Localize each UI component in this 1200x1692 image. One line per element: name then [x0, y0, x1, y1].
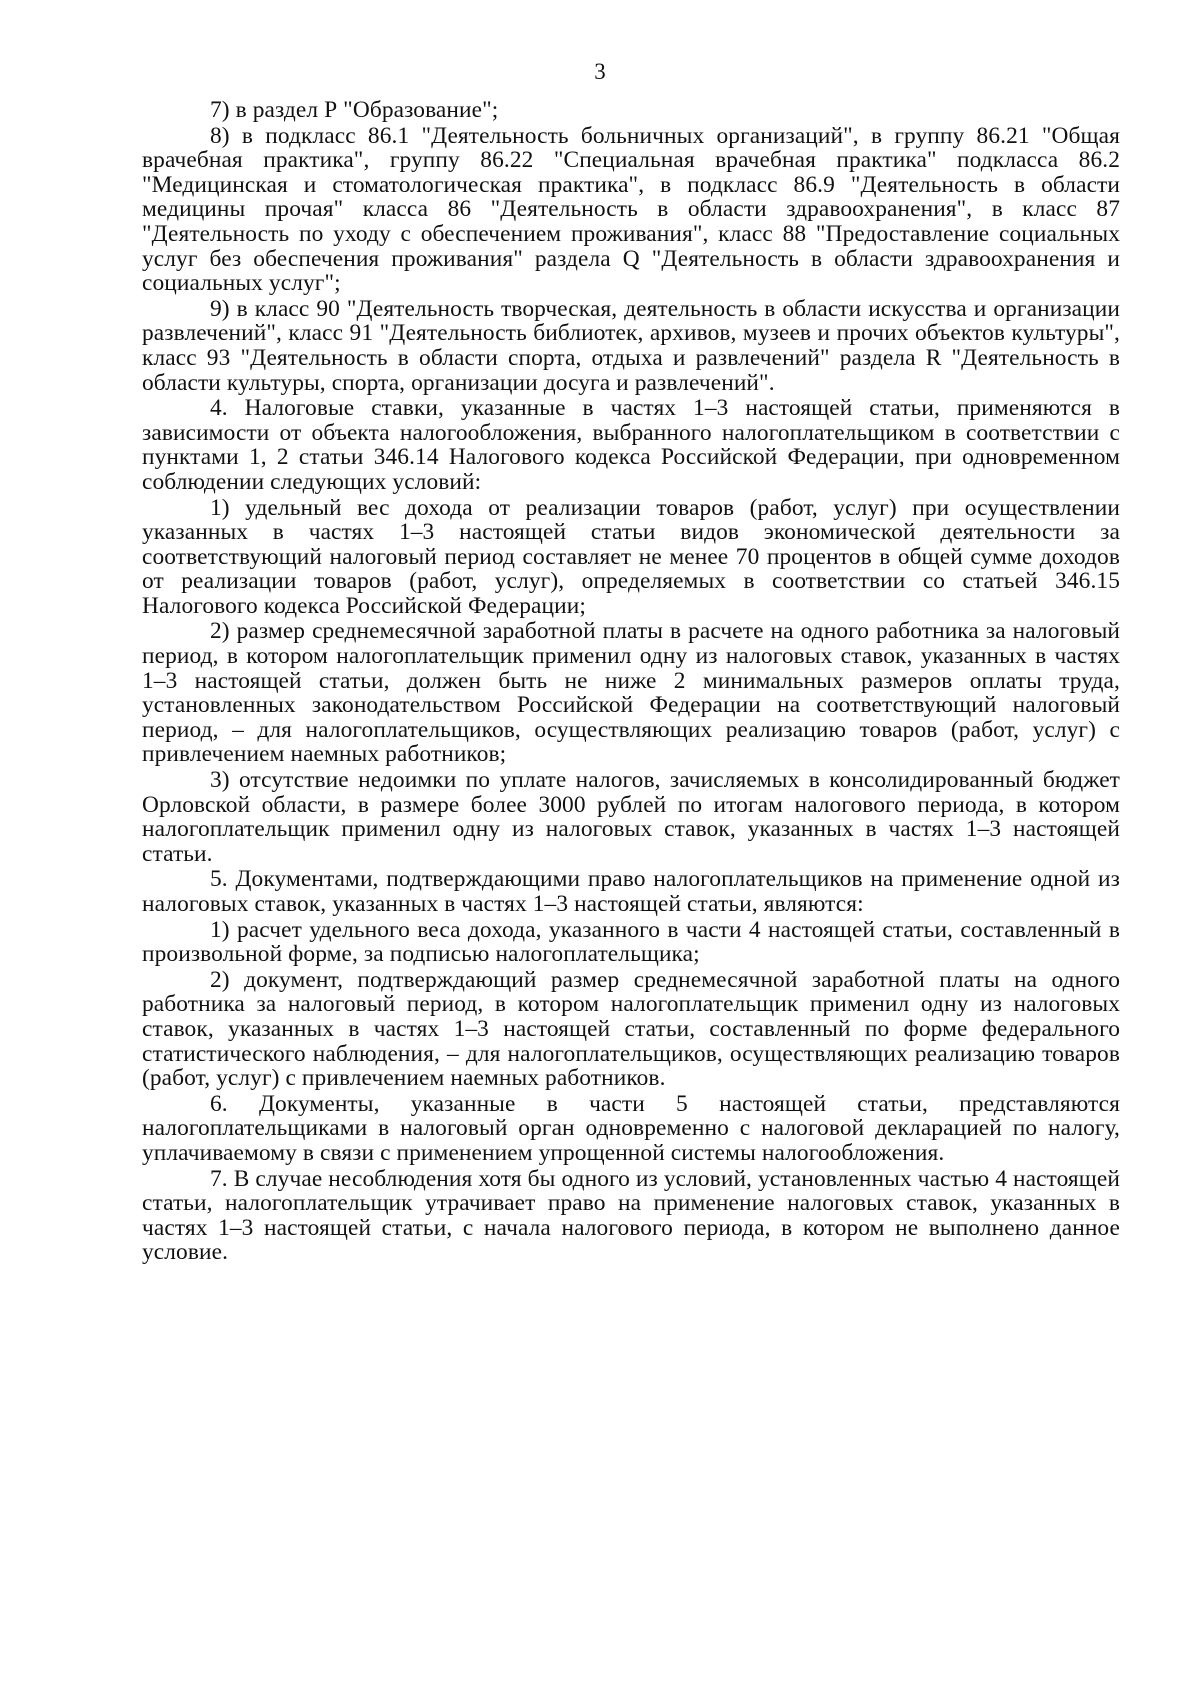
page-number: 3: [594, 59, 606, 84]
paragraph-item-7: 7) в раздел Р "Образование";: [210, 97, 499, 123]
paragraph-part-4: 4. Налоговые ставки, указанные в частях 1–3 настоящей статьи, применяются в зависимости от объекта налогообложения, выбранного налогоплательщиком в соответствии с пунктами 1, 2 статьи 346.14 Налогового кодекса Российской Федерации, при одновременном соблюдении следующих условий:: [142, 395, 1120, 495]
paragraph-part-7: 7. В случае несоблюдения хотя бы одного из условий, установленных частью 4 настоящей статьи, налогоплательщик утрачивает право на применение налоговых ставок, указанных в частях 1–3 настоящей статьи, с начала налогового периода, в котором не выполнено данное условие.: [142, 1165, 1120, 1266]
paragraph-item-8: 8) в подкласс 86.1 "Деятельность больничных организаций", в группу 86.21 "Общая врачебная практика", группу 86.22 "Специальная врачебная практика" подкласса 86.2 "Медицинская и стоматологическая практика", в подкласс 86.9 "Деятельность в области медицины прочая" класса 86 "Деятельность в области здравоохранения", в класс 87 "Деятельность по уходу с обеспечением проживания", класс 88 "Предоставление социальных услуг без обеспечения проживания" раздела Q "Деятельность в области здравоохранения и социальных услуг";: [142, 122, 1120, 297]
paragraph-condition-2: 2) размер среднемесячной заработной платы в расчете на одного работника за налоговый период, в котором налогоплательщик применил одну из налоговых ставок, указанных в частях 1–3 настоящей статьи, должен быть не ниже 2 минимальных размеров оплаты труда, установленных законодательством Российской Федерации на соответствующий налоговый период, – для налогоплательщиков, осуществляющих реализацию товаров (работ, услуг) с привлечением наемных работников;: [142, 618, 1120, 768]
paragraph-document-1: 1) расчет удельного веса дохода, указанного в части 4 настоящей статьи, составленный в произвольной форме, за подписью налогоплательщика;: [142, 916, 1120, 968]
paragraph-part-6: 6. Документы, указанные в части 5 настоящей статьи, представляются налогоплательщиками в налоговый орган одновременно с налоговой декларацией по налогу, уплачиваемому в связи с применением упрощенной системы налогообложения.: [142, 1090, 1120, 1166]
paragraph-part-5: 5. Документами, подтверждающими право налогоплательщиков на применение одной из налоговых ставок, указанных в частях 1–3 настоящей статьи, являются:: [142, 866, 1120, 917]
paragraph-document-2: 2) документ, подтверждающий размер среднемесячной заработной платы на одного работника за налоговый период, в котором налогоплательщик применил одну из налоговых ставок, указанных в частях 1–3 настоящей статьи, составленный по форме федерального статистического наблюдения, – для налогоплательщиков, осуществляющих реализацию товаров (работ, услуг) с привлечением наемных работников.: [142, 966, 1120, 1092]
paragraph-item-9: 9) в класс 90 "Деятельность творческая, деятельность в области искусства и организации развлечений", класс 91 "Деятельность библиотек, архивов, музеев и прочих объектов культуры", класс 93 "Деятельность в области спорта, отдыха и развлечений" раздела R "Деятельность в области культуры, спорта, организации досуга и развлечений".: [142, 295, 1120, 396]
paragraph-condition-3: 3) отсутствие недоимки по уплате налогов, зачисляемых в консолидированный бюджет Орловской области, в размере более 3000 рублей по итогам налогового периода, в котором налогоплательщик применил одну из налоговых ставок, указанных в частях 1–3 настоящей статьи.: [142, 767, 1120, 867]
paragraph-condition-1: 1) удельный вес дохода от реализации товаров (работ, услуг) при осуществлении указанных в частях 1–3 настоящей статьи видов экономической деятельности за соответствующий налоговый период составляет не менее 70 процентов в общей сумме доходов от реализации товаров (работ, услуг), определяемых в соответствии со статьей 346.15 Налогового кодекса Российской Федерации;: [142, 494, 1120, 619]
document-body: [142, 98, 1120, 1265]
